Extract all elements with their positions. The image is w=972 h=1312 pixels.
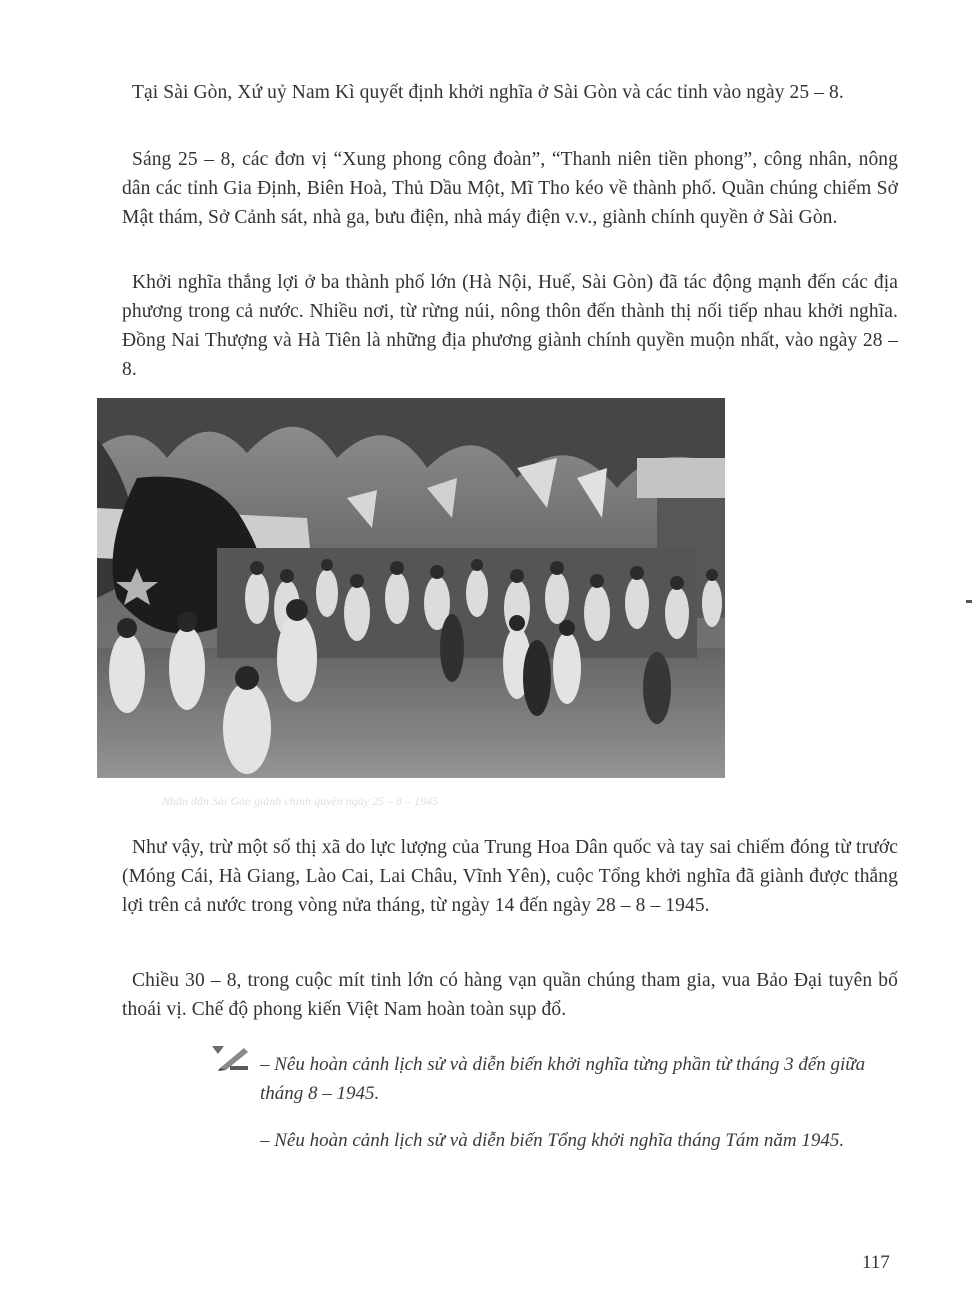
paragraph-bao-dai-abdication: Chiều 30 – 8, trong cuộc mít tinh lớn có hàng vạn quần chúng tham gia, vua Bảo Đại tuyên bố thoái vị. Chế độ phong kiến Việt Nam hoàn toàn sụp đổ. bbox=[122, 970, 898, 1020]
photo-illustration bbox=[97, 398, 725, 778]
question-item: – Nêu hoàn cảnh lịch sử và diễn biến Tổng khởi nghĩa tháng Tám năm 1945. bbox=[260, 1130, 845, 1151]
scan-edge-mark bbox=[966, 600, 972, 603]
page-number: 117 bbox=[862, 1252, 890, 1273]
pencil-icon bbox=[210, 1042, 250, 1072]
paragraph-saigon-uprising: Sáng 25 – 8, các đơn vị “Xung phong công đoàn”, “Thanh niên tiền phong”, công nhân, nông dân các tỉnh Gia Định, Biên Hoà, Thủ Dầu Một, Mĩ Tho kéo về thành phố. Quần chúng chiếm Sở Mật thám, Sở Cảnh sát, nhà ga, bưu điện, nhà máy điện v.v., giành chính quyền ở Sài Gòn. bbox=[122, 149, 898, 228]
paragraph-nationwide-impact: Khởi nghĩa thắng lợi ở ba thành phố lớn (Hà Nội, Huế, Sài Gòn) đã tác động mạnh đến các địa phương trong cả nước. Nhiều nơi, từ rừng núi, nông thôn đến thành thị nối tiếp nhau khởi nghĩa. Đồng Nai Thượng và Hà Tiên là những địa phương giành chính quyền muộn nhất, vào ngày 28 – 8. bbox=[122, 272, 898, 380]
question-item: – Nêu hoàn cảnh lịch sử và diễn biến khởi nghĩa từng phần từ tháng 3 đến giữa tháng 8 – 1945. bbox=[260, 1054, 866, 1104]
historical-photo-crowd bbox=[97, 398, 725, 778]
photo-caption: Nhân dân Sài Gòn giành chính quyền ngày 25 – 8 – 1945 bbox=[162, 794, 438, 808]
paragraph-general-uprising-result: Như vậy, trừ một số thị xã do lực lượng của Trung Hoa Dân quốc và tay sai chiếm đóng từ trước (Móng Cái, Hà Giang, Lào Cai, Lai Châu, Vĩnh Yên), cuộc Tổng khởi nghĩa đã giành được thắng lợi trên cả nước trong vòng nửa tháng, từ ngày 14 đến ngày 28 – 8 – 1945. bbox=[122, 837, 898, 916]
paragraph-saigon-decision: Tại Sài Gòn, Xứ uỷ Nam Kì quyết định khởi nghĩa ở Sài Gòn và các tỉnh vào ngày 25 – 8. bbox=[132, 82, 844, 103]
